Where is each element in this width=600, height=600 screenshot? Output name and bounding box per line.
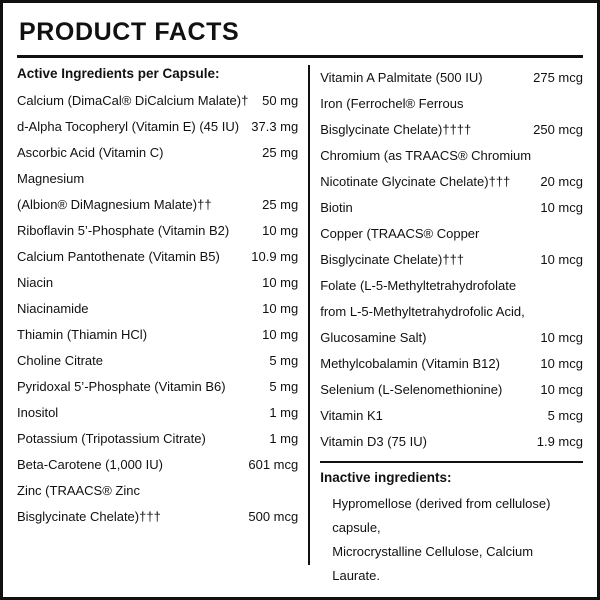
ingredient-name: Riboflavin 5’-Phosphate (Vitamin B2) bbox=[17, 223, 230, 238]
ingredient-amount: 25 mg bbox=[262, 145, 299, 160]
table-row bbox=[320, 65, 583, 91]
table-row bbox=[17, 140, 298, 166]
ingredient-name: Beta-Carotene (1,000 IU) bbox=[17, 457, 163, 472]
table-row bbox=[320, 247, 583, 273]
table-row bbox=[320, 221, 583, 247]
ingredient-name: Copper (TRAACS® Copper bbox=[320, 226, 480, 241]
ingredient-name: Selenium (L-Selenomethionine) bbox=[320, 382, 503, 397]
ingredient-name: Folate (L-5-Methyltetrahydrofolate bbox=[320, 278, 517, 293]
ingredient-amount: 10 mcg bbox=[540, 252, 583, 267]
table-row bbox=[17, 296, 298, 322]
table-row bbox=[17, 114, 298, 140]
table-row bbox=[320, 117, 583, 143]
ingredient-name: Potassium (Tripotassium Citrate) bbox=[17, 431, 206, 446]
ingredient-name: Iron (Ferrochel® Ferrous bbox=[320, 96, 464, 111]
secondary-ingredients-body bbox=[320, 65, 583, 455]
ingredient-amount bbox=[533, 273, 583, 299]
table-row bbox=[320, 351, 583, 377]
ingredient-amount: 10 mcg bbox=[540, 330, 583, 345]
table-row bbox=[17, 478, 298, 504]
ingredient-amount: 25 mg bbox=[262, 197, 299, 212]
ingredient-name: Vitamin A Palmitate (500 IU) bbox=[320, 70, 483, 85]
ingredient-amount: 1 mg bbox=[269, 405, 299, 420]
ingredient-name: Inositol bbox=[17, 405, 59, 420]
title-divider bbox=[17, 55, 583, 58]
inactive-divider bbox=[320, 461, 583, 463]
ingredient-name: Choline Citrate bbox=[17, 353, 103, 368]
table-row bbox=[17, 426, 298, 452]
ingredient-amount: 5 mg bbox=[269, 379, 299, 394]
table-row bbox=[17, 88, 298, 114]
table-row bbox=[320, 403, 583, 429]
ingredient-amount: 50 mg bbox=[262, 93, 299, 108]
ingredient-amount: 10 mcg bbox=[540, 382, 583, 397]
ingredient-amount: 10 mg bbox=[262, 301, 299, 316]
ingredient-amount: 10 mg bbox=[262, 223, 299, 238]
ingredient-name: Thiamin (Thiamin HCl) bbox=[17, 327, 148, 342]
ingredient-amount: 10.9 mg bbox=[251, 249, 299, 264]
ingredient-amount bbox=[248, 478, 298, 504]
active-ingredients-heading: Active Ingredients per Capsule: bbox=[17, 66, 220, 81]
ingredient-name: Chromium (as TRAACS® Chromium bbox=[320, 148, 532, 163]
ingredient-name: Bisglycinate Chelate)††† bbox=[320, 252, 465, 267]
table-row bbox=[17, 452, 298, 478]
ingredient-name: Pyridoxal 5’-Phosphate (Vitamin B6) bbox=[17, 379, 226, 394]
inactive-ingredients-block bbox=[320, 455, 583, 588]
ingredient-amount: 20 mcg bbox=[540, 174, 583, 189]
table-row bbox=[320, 91, 583, 117]
ingredient-name: Methylcobalamin (Vitamin B12) bbox=[320, 356, 500, 371]
ingredient-name: d-Alpha Tocopheryl (Vitamin E) (45 IU) bbox=[17, 119, 240, 134]
table-row bbox=[320, 273, 583, 299]
table-row bbox=[17, 218, 298, 244]
ingredient-name: Glucosamine Salt) bbox=[320, 330, 427, 345]
ingredient-amount bbox=[533, 143, 583, 169]
table-row bbox=[17, 504, 298, 530]
ingredient-name: Bisglycinate Chelate)††† bbox=[17, 509, 161, 524]
ingredient-name: Vitamin D3 (75 IU) bbox=[320, 434, 427, 449]
ingredient-name: Niacin bbox=[17, 275, 54, 290]
ingredient-amount: 10 mg bbox=[262, 275, 299, 290]
ingredient-amount: 10 mcg bbox=[540, 356, 583, 371]
active-ingredients-column bbox=[17, 65, 308, 565]
table-row bbox=[17, 374, 298, 400]
table-row bbox=[17, 270, 298, 296]
ingredient-name: Vitamin K1 bbox=[320, 408, 383, 423]
ingredient-amount: 10 mcg bbox=[540, 200, 583, 215]
inactive-ingredients-heading: Inactive ingredients: bbox=[320, 470, 452, 485]
table-row bbox=[320, 143, 583, 169]
ingredient-name: Biotin bbox=[320, 200, 353, 215]
table-row bbox=[320, 429, 583, 455]
ingredient-amount bbox=[533, 221, 583, 247]
ingredient-amount: 10 mg bbox=[262, 327, 299, 342]
ingredient-name: Nicotinate Glycinate Chelate)††† bbox=[320, 174, 511, 189]
ingredient-name: Calcium (DimaCal® DiCalcium Malate)† bbox=[17, 93, 249, 108]
table-row bbox=[17, 322, 298, 348]
ingredient-amount bbox=[533, 91, 583, 117]
ingredient-name: (Albion® DiMagnesium Malate)†† bbox=[17, 197, 212, 212]
ingredient-amount: 37.3 mg bbox=[251, 119, 299, 134]
ingredient-name: Niacinamide bbox=[17, 301, 89, 316]
table-row bbox=[320, 325, 583, 351]
ingredient-amount: 1.9 mcg bbox=[536, 434, 583, 449]
ingredient-name: Zinc (TRAACS® Zinc bbox=[17, 483, 140, 498]
page-title: PRODUCT FACTS bbox=[19, 18, 240, 46]
table-row bbox=[17, 192, 298, 218]
active-ingredients-table bbox=[17, 88, 298, 530]
ingredient-name: Magnesium bbox=[17, 171, 85, 186]
table-row bbox=[320, 195, 583, 221]
secondary-ingredients-table bbox=[320, 65, 583, 455]
ingredient-name: from L-5-Methyltetrahydrofolic Acid, bbox=[320, 304, 525, 319]
ingredient-amount: 1 mg bbox=[269, 431, 299, 446]
ingredient-name: Bisglycinate Chelate)†††† bbox=[320, 122, 472, 137]
ingredient-amount: 275 mcg bbox=[533, 70, 583, 85]
table-row bbox=[17, 166, 298, 192]
table-row bbox=[17, 244, 298, 270]
ingredient-amount: 250 mcg bbox=[533, 122, 583, 137]
table-row bbox=[320, 299, 583, 325]
table-row bbox=[320, 169, 583, 195]
ingredient-amount: 500 mcg bbox=[248, 509, 299, 524]
facts-columns bbox=[17, 65, 583, 583]
ingredient-amount: 5 mg bbox=[269, 353, 299, 368]
table-row bbox=[17, 348, 298, 374]
ingredient-amount: 5 mcg bbox=[547, 408, 583, 423]
table-row bbox=[320, 377, 583, 403]
ingredient-amount bbox=[533, 299, 583, 325]
table-row bbox=[17, 400, 298, 426]
secondary-ingredients-column bbox=[310, 65, 583, 583]
ingredient-amount: 601 mcg bbox=[248, 457, 299, 472]
inactive-ingredients-line-1: Hypromellose (derived from cellulose) capsule, bbox=[332, 496, 551, 535]
active-ingredients-body bbox=[17, 88, 298, 530]
ingredient-amount bbox=[248, 166, 298, 192]
inactive-ingredients-line-2: Microcrystalline Cellulose, Calcium Laurate. bbox=[332, 544, 534, 583]
ingredient-name: Calcium Pantothenate (Vitamin B5) bbox=[17, 249, 220, 264]
ingredient-name: Ascorbic Acid (Vitamin C) bbox=[17, 145, 164, 160]
